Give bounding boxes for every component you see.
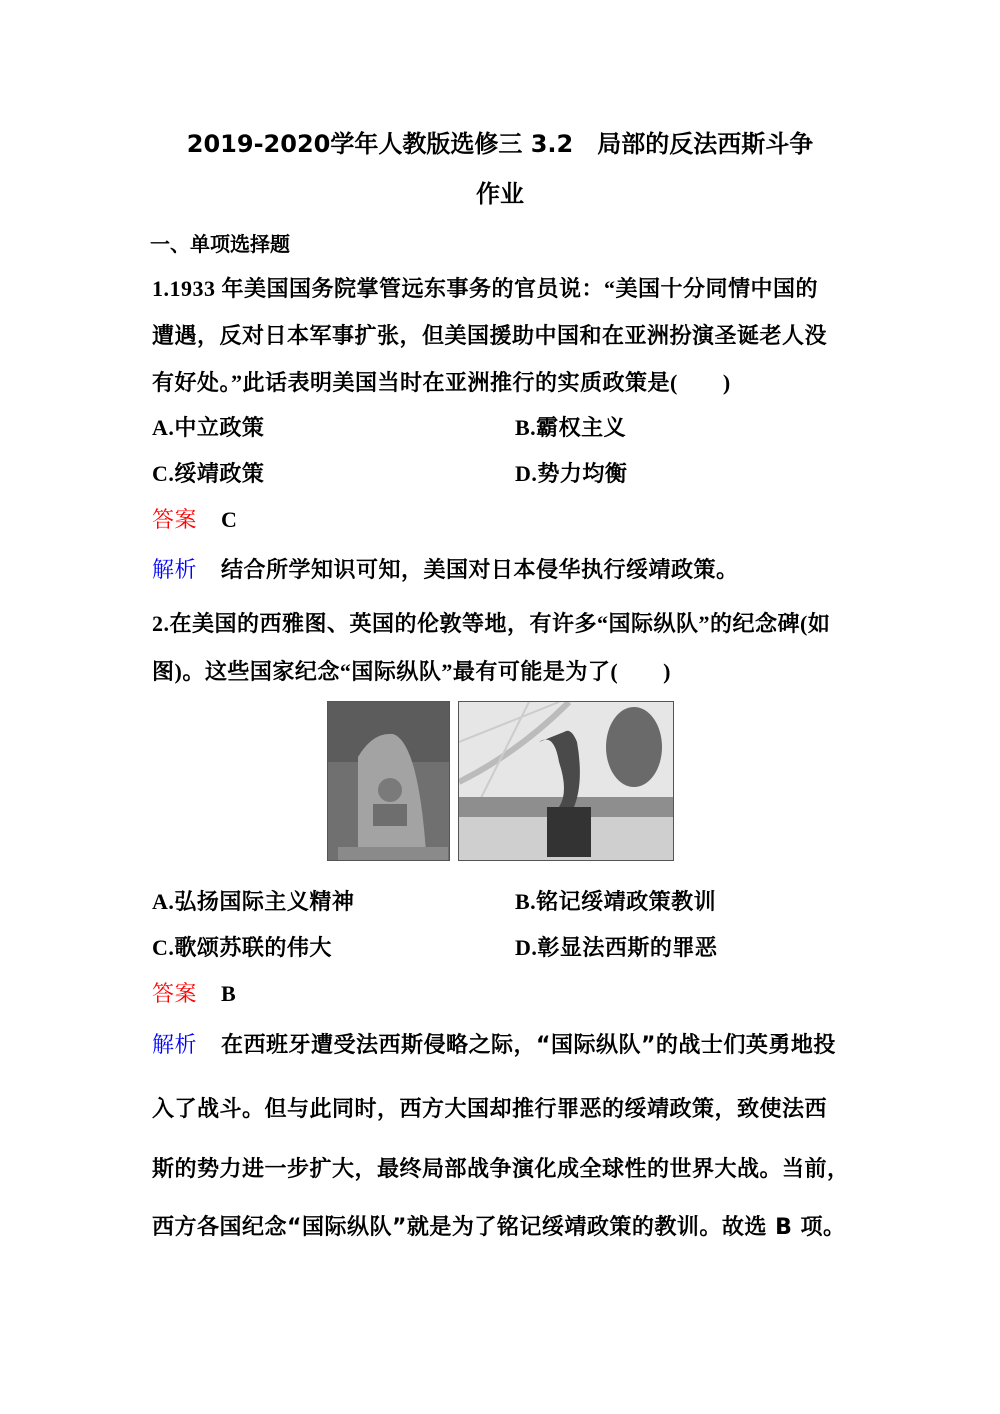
q2-option-d: D.彰显法西斯的罪恶 xyxy=(515,935,718,960)
analysis-text: 在西班牙遭受法西斯侵略之际，“国际纵队”的战士们英勇地投 xyxy=(221,1033,836,1058)
analysis-label: 解析 xyxy=(152,558,198,583)
q1-text-line: 遭遇，反对日本军事扩张，但美国援助中国和在亚洲扮演圣诞老人没 xyxy=(152,323,828,348)
q1-option-a: A.中立政策 xyxy=(152,415,265,440)
analysis-label: 解析 xyxy=(152,1033,198,1058)
q2-analysis-line: 入了战斗。但与此同时，西方大国却推行罪恶的绥靖政策，致使法西 xyxy=(152,1097,828,1122)
q2-analysis-line: 斯的势力进一步扩大，最终局部战争演化成全球性的世界大战。当前， xyxy=(152,1157,850,1182)
q2-option-b: B.铭记绥靖政策教训 xyxy=(515,889,717,914)
q2-analysis-line: 西方各国纪念“国际纵队”就是为了铭记绥靖政策的教训。故选 B 项。 xyxy=(152,1215,846,1240)
document-title: 2019-2020学年人教版选修三 3.2 局部的反法西斯斗争 xyxy=(186,130,814,158)
q1-option-c: C.绥靖政策 xyxy=(152,461,265,486)
answer-label: 答案 xyxy=(152,507,198,532)
q2-option-a: A.弘扬国际主义精神 xyxy=(152,889,355,914)
answer-value: B xyxy=(221,981,237,1006)
q2-text-line: 2.在美国的西雅图、英国的伦敦等地，有许多“国际纵队”的纪念碑(如 xyxy=(152,611,831,636)
q1-text-line: 有好处。”此话表明美国当时在亚洲推行的实质政策是( ) xyxy=(152,370,731,395)
q1-text-line: 1.1933 年美国国务院掌管远东事务的官员说：“美国十分同情中国的 xyxy=(152,276,819,301)
memorial-sculpture-photo xyxy=(458,701,674,861)
section-heading: 一、单项选择题 xyxy=(150,232,290,256)
q1-answer xyxy=(152,503,237,534)
q2-analysis-line xyxy=(152,1028,836,1059)
q1-analysis xyxy=(152,553,739,584)
document-subtitle: 作业 xyxy=(476,180,524,208)
q2-option-c: C.歌颂苏联的伟大 xyxy=(152,935,332,960)
q2-answer xyxy=(152,977,236,1008)
q2-text-line: 图)。这些国家纪念“国际纵队”最有可能是为了( ) xyxy=(152,659,671,684)
analysis-text: 结合所学知识可知，美国对日本侵华执行绥靖政策。 xyxy=(221,558,739,583)
q1-option-d: D.势力均衡 xyxy=(515,461,628,486)
q1-option-b: B.霸权主义 xyxy=(515,415,627,440)
answer-label: 答案 xyxy=(152,981,198,1006)
memorial-stone-photo xyxy=(327,701,450,861)
answer-value: C xyxy=(221,507,238,532)
